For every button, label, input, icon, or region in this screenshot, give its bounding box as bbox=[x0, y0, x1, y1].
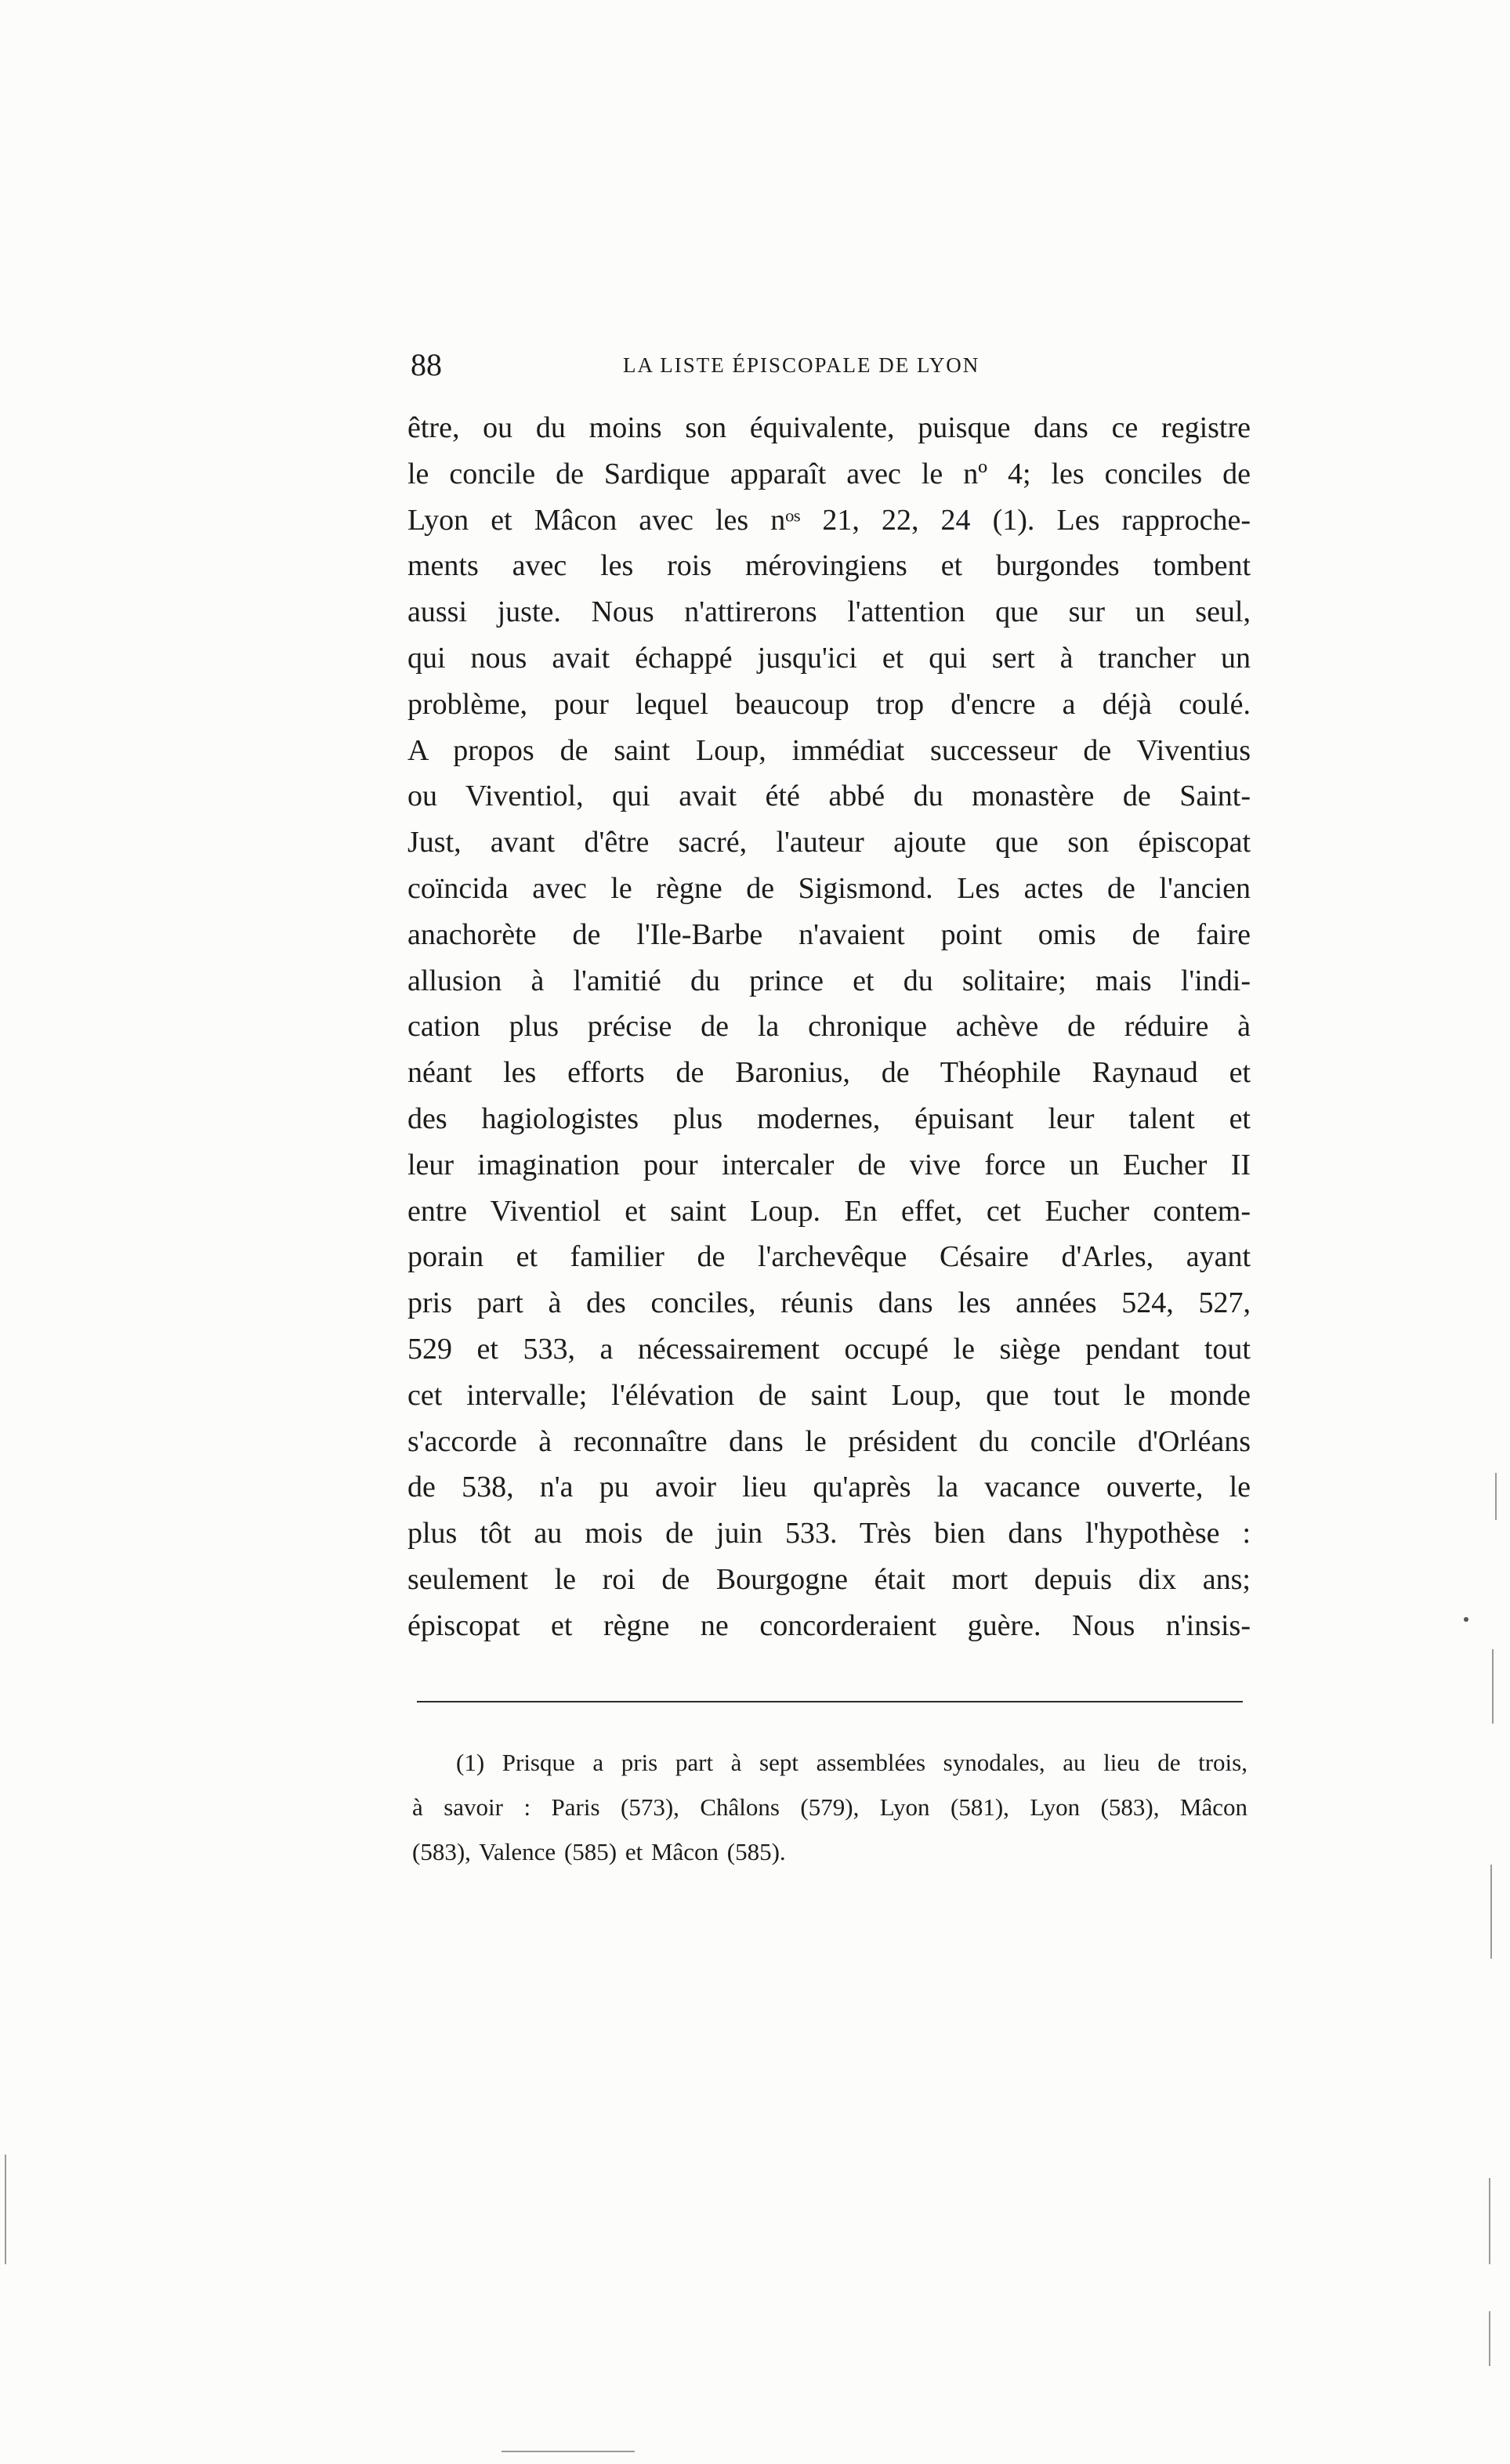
text-line: 529 et 533, a nécessairement occupé le siège pendant tout bbox=[407, 1332, 1251, 1366]
footnote bbox=[412, 1740, 1247, 1874]
text-line: aussi juste. Nous n'attirerons l'attention que sur un seul, bbox=[407, 595, 1251, 629]
text-line: plus tôt au mois de juin 533. Très bien dans l'hypothèse : bbox=[407, 1517, 1251, 1550]
text-line: anachorète de l'Ile-Barbe n'avaient point omis de faire bbox=[407, 917, 1251, 951]
text-line: leur imagination pour intercaler de vive force un Eucher II bbox=[407, 1148, 1251, 1181]
text-line: coïncida avec le règne de Sigismond. Les actes de l'ancien bbox=[407, 871, 1251, 905]
text-line: qui nous avait échappé jusqu'ici et qui sert à trancher un bbox=[407, 641, 1251, 675]
text-line: Just, avant d'être sacré, l'auteur ajoute que son épiscopat bbox=[407, 826, 1251, 859]
scan-mark bbox=[502, 2451, 635, 2452]
scan-mark bbox=[1492, 1649, 1494, 1724]
body-text bbox=[407, 405, 1251, 1649]
text-line: porain et familier de l'archevêque Césaire d'Arles, ayant bbox=[407, 1240, 1251, 1274]
text-line: Lyon et Mâcon avec les nᵒˢ 21, 22, 24 (1). Les rapproche- bbox=[407, 503, 1251, 537]
text-line: cation plus précise de la chronique achève de réduire à bbox=[407, 1010, 1251, 1044]
scan-mark bbox=[1489, 2178, 1490, 2264]
footnote-line: à savoir : Paris (573), Châlons (579), Lyon (581), Lyon (583), Mâcon bbox=[412, 1793, 1247, 1821]
footnote-line: (1) Prisque a pris part à sept assemblées synodales, au lieu de trois, bbox=[456, 1749, 1247, 1776]
text-line: de 538, n'a pu avoir lieu qu'après la vacance ouverte, le bbox=[407, 1471, 1251, 1504]
text-line: être, ou du moins son équivalente, puisque dans ce registre bbox=[407, 411, 1251, 444]
text-line: problème, pour lequel beaucoup trop d'encre a déjà coulé. bbox=[407, 687, 1251, 721]
running-title: LA LISTE ÉPISCOPALE DE LYON bbox=[623, 353, 980, 377]
text-line: s'accorde à reconnaître dans le président du concile d'Orléans bbox=[407, 1424, 1251, 1458]
text-line: allusion à l'amitié du prince et du solitaire; mais l'indi- bbox=[407, 964, 1251, 997]
scan-mark bbox=[1490, 1865, 1492, 1959]
footnote-rule bbox=[417, 1701, 1243, 1702]
text-line: des hagiologistes plus modernes, épuisant leur talent et bbox=[407, 1102, 1251, 1135]
text-line: épiscopat et règne ne concorderaient guère. Nous n'insis- bbox=[407, 1608, 1251, 1642]
scan-mark bbox=[5, 2155, 6, 2264]
footnote-line: (583), Valence (585) et Mâcon (585). bbox=[412, 1838, 786, 1865]
text-line: entre Viventiol et saint Loup. En effet, cet Eucher contem- bbox=[407, 1194, 1251, 1228]
text-line: le concile de Sardique apparaît avec le nº 4; les conciles de bbox=[407, 457, 1251, 490]
text-line: cet intervalle; l'élévation de saint Loup, que tout le monde bbox=[407, 1378, 1251, 1412]
text-line: pris part à des conciles, réunis dans les années 524, 527, bbox=[407, 1286, 1251, 1320]
text-line: ou Viventiol, qui avait été abbé du monastère de Saint- bbox=[407, 780, 1251, 813]
text-line: néant les efforts de Baronius, de Théophile Raynaud et bbox=[407, 1056, 1251, 1090]
text-line: A propos de saint Loup, immédiat successeur de Viventius bbox=[407, 733, 1251, 767]
scan-mark bbox=[1495, 1473, 1497, 1520]
scan-mark bbox=[1464, 1617, 1468, 1622]
page-number: 88 bbox=[411, 347, 442, 382]
text-line: seulement le roi de Bourgogne était mort depuis dix ans; bbox=[407, 1562, 1251, 1596]
scan-mark bbox=[1489, 2311, 1490, 2366]
text-line: ments avec les rois mérovingiens et burgondes tombent bbox=[407, 549, 1251, 583]
